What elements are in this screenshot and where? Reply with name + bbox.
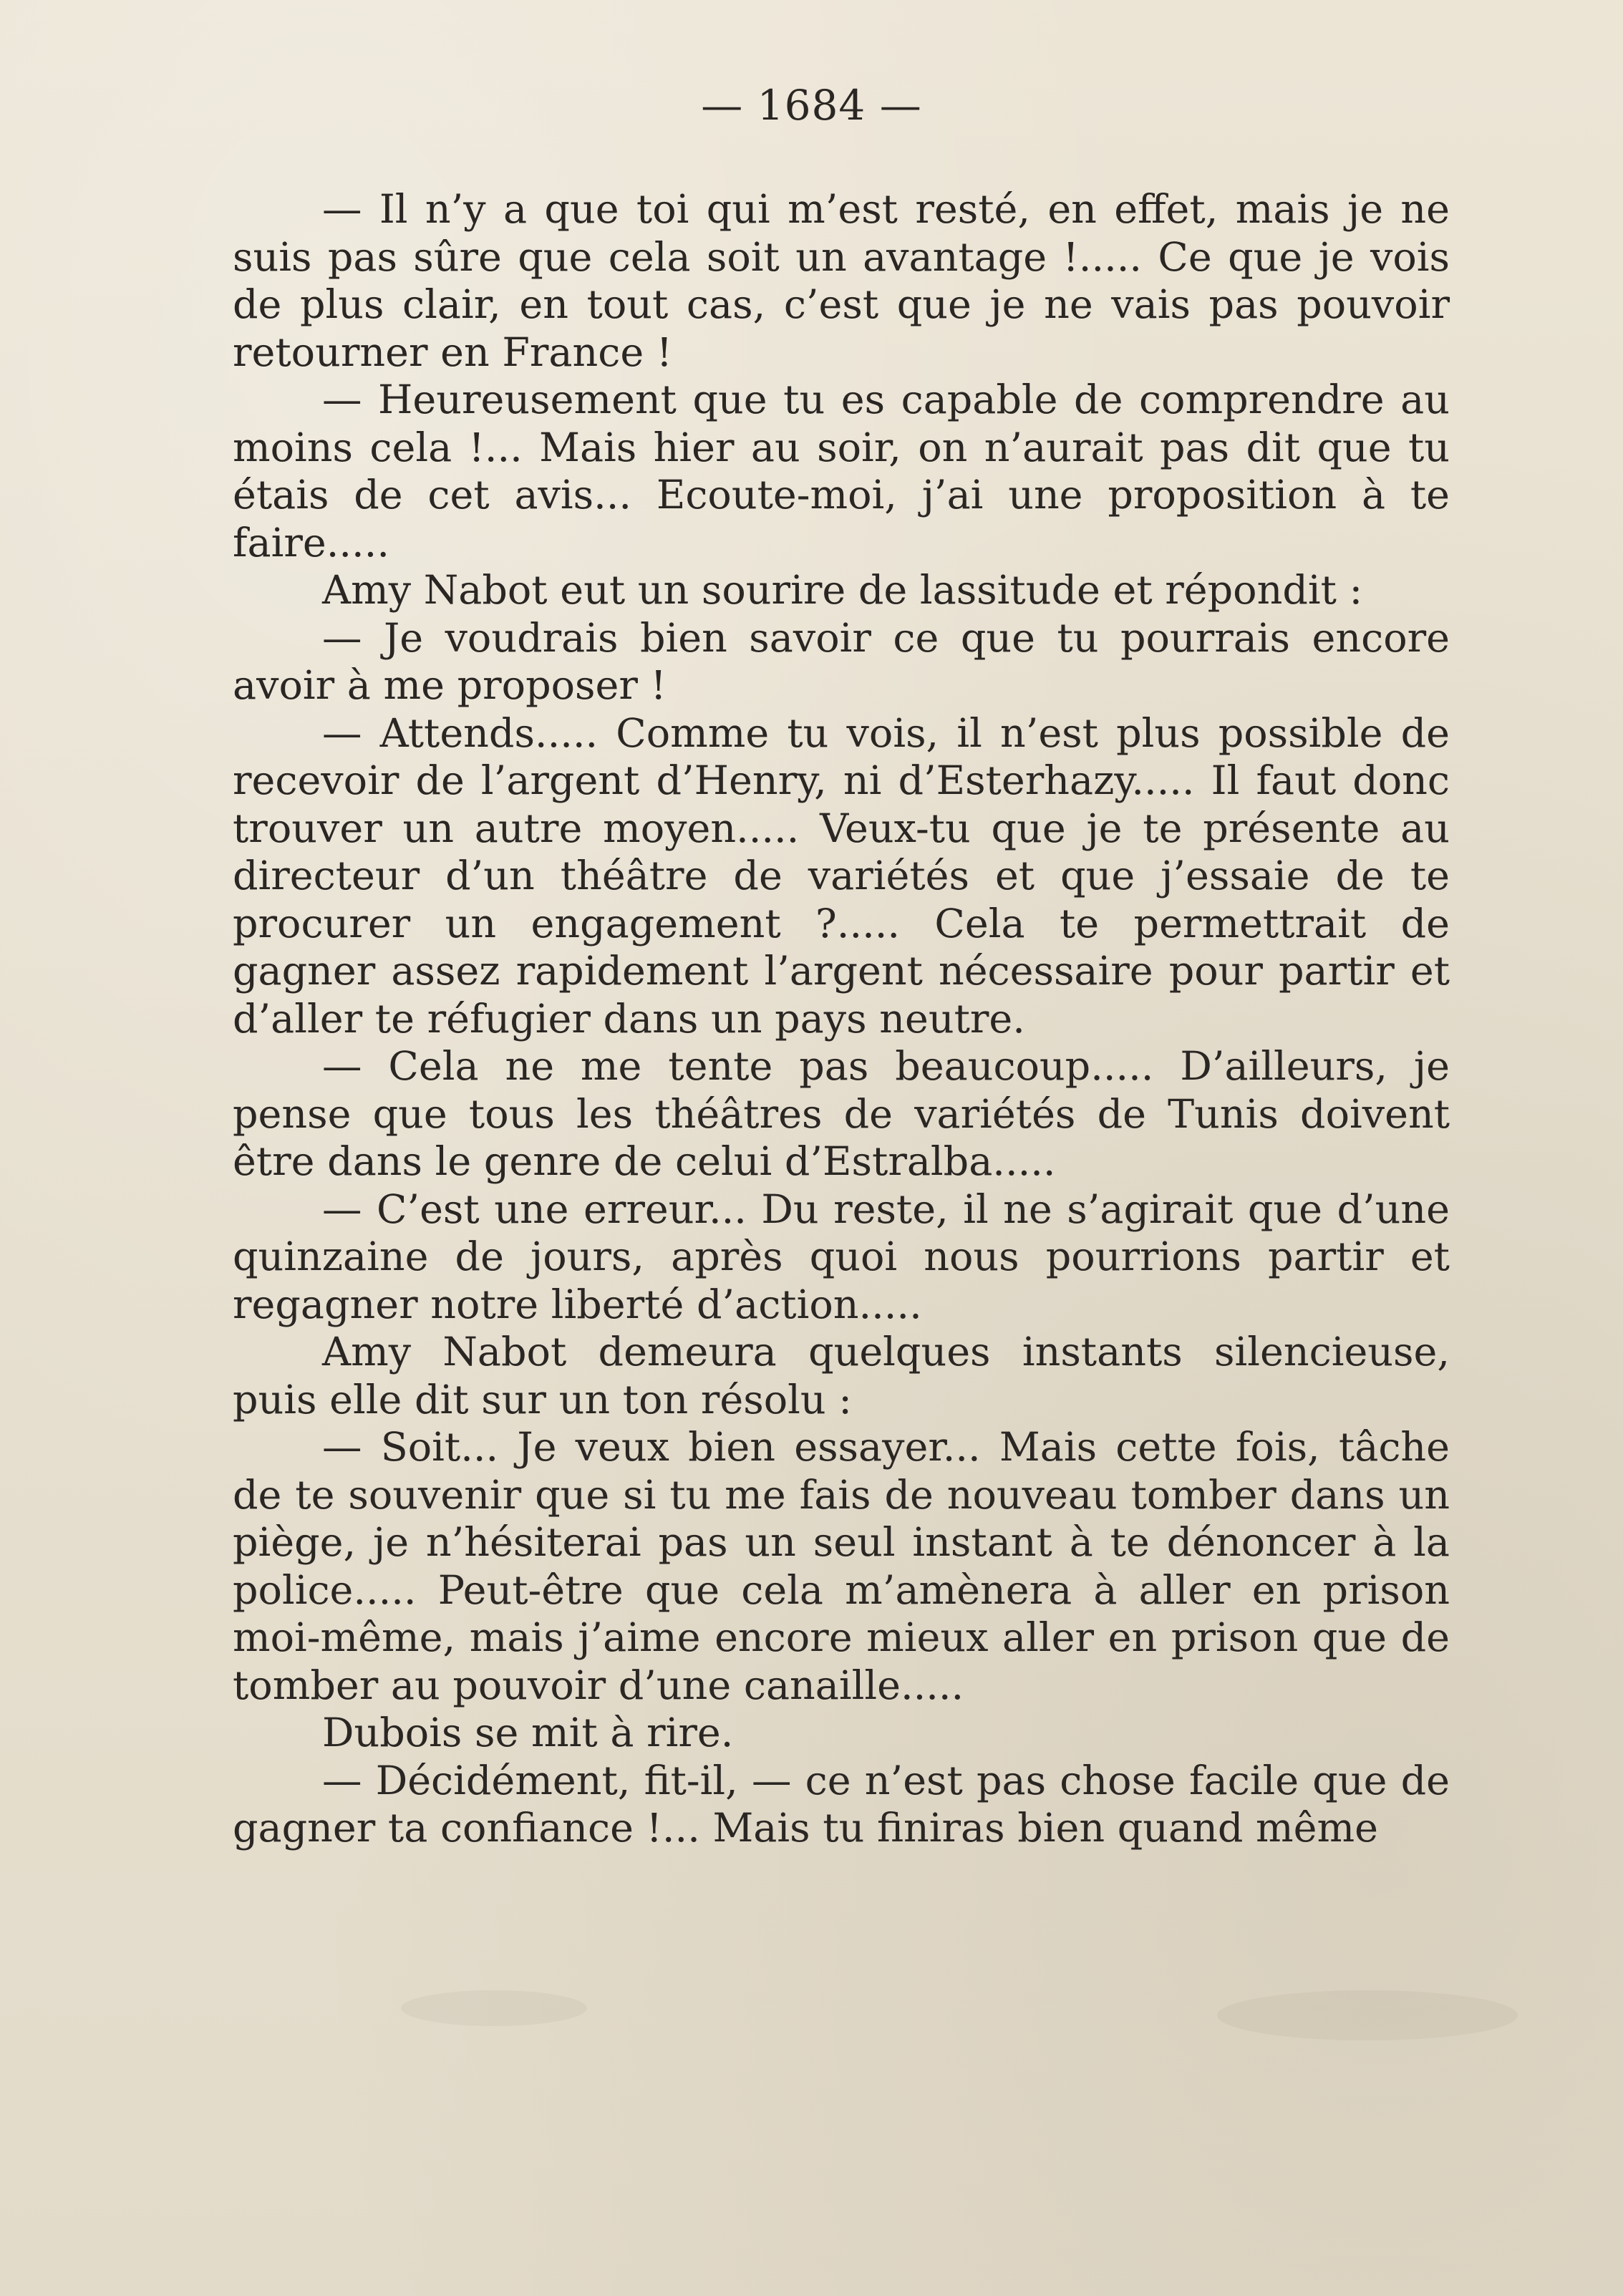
- paragraph: — Soit... Je veux bien essayer... Mais cette fois, tâche de te souvenir que si tu me fais de nouveau tomber dans un piège, je n’hésiterai pas un seul instant à te dénoncer à la police..... Peut-être que cela m’amènera à aller en prison moi-même, mais j’aime encore mieux aller en prison que de tomber au pouvoir d’une canaille.....: [233, 1424, 1450, 1709]
- paper-stain: [1217, 1990, 1518, 2040]
- body-text: [233, 186, 1450, 1853]
- paragraph: Dubois se mit à rire.: [322, 1710, 734, 1756]
- paragraph: — Attends..... Comme tu vois, il n’est plus possible de recevoir de l’argent d’Henry, ni d’Esterhazy..... Il faut donc trouver un autre moyen..... Veux-tu que je te présente au directeur d’un théâtre de variétés et que j’essaie de te procurer un engagement ?..... Cela te permettrait de gagner assez rapidement l’argent nécessaire pour partir et d’aller te réfugier dans un pays neutre.: [233, 709, 1450, 1042]
- paper-stain: [401, 1990, 587, 2026]
- paragraph-last: — Décidément, fit-il, — ce n’est pas chose facile que de gagner ta confiance !... Mais tu finiras bien quand même: [233, 1757, 1450, 1851]
- paragraph: — Cela ne me tente pas beaucoup..... D’ailleurs, je pense que tous les théâtres de variétés de Tunis doivent être dans le genre de celui d’Estralba.....: [233, 1043, 1450, 1185]
- paragraph: — Heureusement que tu es capable de comprendre au moins cela !... Mais hier au soir, on n’aurait pas dit que tu étais de cet avis... Ecoute-moi, j’ai une proposition à te faire.....: [233, 377, 1450, 566]
- paragraph: — Je voudrais bien savoir ce que tu pourrais encore avoir à me proposer !: [233, 614, 1450, 709]
- paragraph: — Il n’y a que toi qui m’est resté, en effet, mais je ne suis pas sûre que cela soit un avantage !..... Ce que je vois de plus clair, en tout cas, c’est que je ne vais pas pouvoir retourner en France !: [233, 186, 1450, 376]
- paragraph: Amy Nabot eut un sourire de lassitude et répondit :: [322, 567, 1363, 614]
- page-number: — 1684 —: [701, 81, 922, 130]
- paragraph: — C’est une erreur... Du reste, il ne s’agirait que d’une quinzaine de jours, après quoi nous pourrions partir et regagner notre liberté d’action.....: [233, 1186, 1450, 1328]
- paragraph: Amy Nabot demeura quelques instants silencieuse, puis elle dit sur un ton résolu :: [233, 1329, 1450, 1423]
